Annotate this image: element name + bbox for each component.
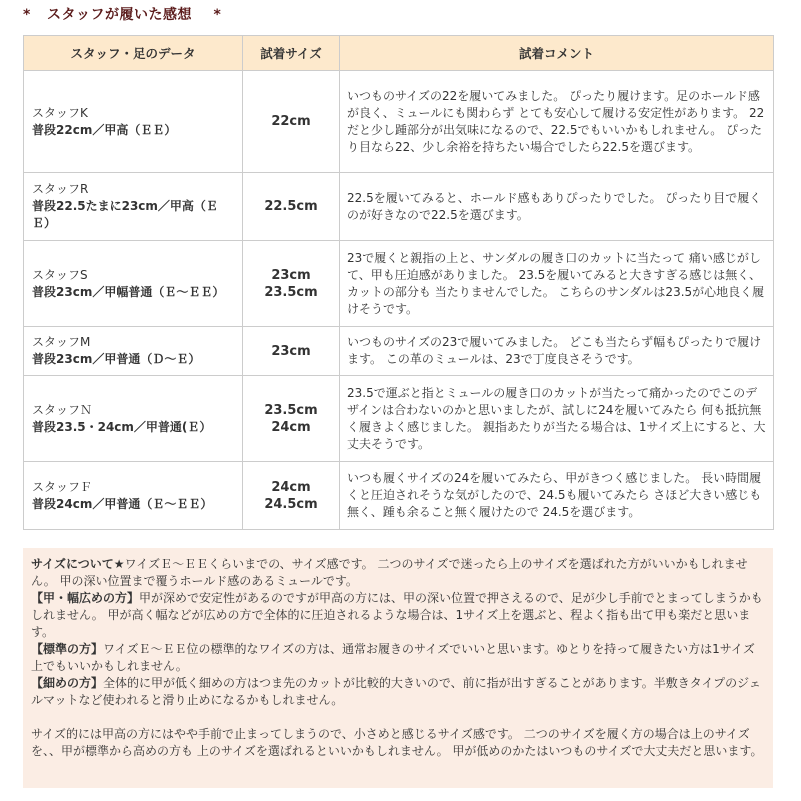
staff-name: スタッフＮ — [32, 402, 93, 417]
note-wide — [31, 590, 765, 641]
table-row — [24, 241, 774, 327]
comment-cell: 23.5で運ぶと指とミュールの履き口のカットが当たって痛かったのでこのデザインは合わないのかと思いましたが、試しに24を履いてみたら 何も抵抗無く履きよく感じました。 親指あたりが当たる場合は、1サイズ上にすると、大丈夫そうです。 — [340, 376, 774, 462]
size-notes-box — [23, 548, 773, 788]
size-value: 23cm — [271, 343, 311, 359]
staff-foot-data: 普段24cm／甲普通（Ｅ～ＥＥ） — [32, 496, 213, 511]
table-row — [24, 173, 774, 241]
header-staff-data: スタッフ・足のデータ — [24, 36, 243, 71]
table-row — [24, 71, 774, 173]
staff-foot-data: 普段22cm／甲高（ＥＥ） — [32, 122, 177, 137]
staff-foot-data: 普段23cm／甲幅普通（Ｅ～ＥＥ） — [32, 284, 225, 299]
note-summary: サイズ的には甲高の方にはやや手前で止まってしまうので、小さめと感じるサイズ感です。 二つのサイズを履く方の場合は上のサイズを、、甲が標準から高めの方も 上のサイズを選ばれるといいかもしれません。 甲が低めのかたはいつものサイズで大丈夫だと思います。 — [31, 727, 763, 758]
staff-name: スタッフM — [32, 335, 91, 349]
size-value: 24.5cm — [264, 496, 318, 512]
staff-name: スタッフK — [32, 105, 88, 120]
staff-name: スタッフR — [32, 182, 89, 196]
size-value: 22.5cm — [264, 199, 318, 214]
staff-cell — [24, 71, 243, 173]
staff-foot-data: 普段23.5・24cm／甲普通(Ｅ） — [32, 419, 212, 434]
note-narrow — [31, 675, 765, 709]
size-cell — [243, 173, 340, 241]
table-row — [24, 462, 774, 530]
table-row — [24, 327, 774, 376]
size-value: 24cm — [271, 479, 311, 495]
staff-cell — [24, 241, 243, 327]
comment-cell: いつも履くサイズの24を履いてみたら、甲がきつく感じました。 長い時間履くと圧迫されそうな気がしたので、24.5も履いてみたら さほど大きい感じも無く、踵も余ること無く履けたので 24.5を選びます。 — [340, 462, 774, 530]
staff-name: スタッフＦ — [32, 479, 93, 494]
note-text: ワイズＥ～ＥＥくらいまでの、サイズ感です。 二つのサイズで迷ったら上のサイズを選ばれた方がいいかもしれません。 甲の深い位置まで覆うホールド感のあるミュールです。 — [31, 557, 748, 588]
size-value: 24cm — [271, 419, 311, 435]
fitting-table — [23, 35, 774, 530]
staff-foot-data: 普段22.5たまに23cm／甲高（ＥＥ） — [32, 199, 218, 230]
comment-cell: いつものサイズの22を履いてみました。 ぴったり履けます。足のホールド感が良く、ミュールにも関わらず とても安心して履ける安定性があります。 22だと少し踵部分が出気味になるので、22.5でもいいかもしれません。 ぴったり目なら22、少し余裕を持ちたい場合でしたら22.5を選びます。 — [340, 71, 774, 173]
staff-cell — [24, 462, 243, 530]
header-fit-size: 試着サイズ — [243, 36, 340, 71]
staff-cell — [24, 376, 243, 462]
spacer — [31, 709, 765, 726]
note-text: 甲が深めで安定性があるのですが甲高の方には、甲の深い位置で押さえるので、足が少し手前でとまってしまうかもしれません。 甲が高く幅などが広めの方で全体的に圧迫されるような場合は、1サイズ上を選ぶと、程よく指も出て甲も楽だと思います。 — [31, 591, 763, 639]
size-cell — [243, 327, 340, 376]
note-heading: 【甲・幅広めの方】 — [31, 591, 140, 605]
note-text: 全体的に甲が低く細めの方はつま先のカットが比較的大きいので、前に指が出すぎることがあります。半敷きタイプのジェルマットなど使われると滑り止めになるかもしれません。 — [31, 676, 761, 707]
comment-cell: 23で履くと親指の上と、サンダルの履き口のカットに当たって 痛い感じがして、甲も圧迫感がありました。 23.5を履いてみると大きすぎる感じは無く、カットの部分も 当たりませんでした。 こちらのサンダルは23.5が心地良く履けそうです。 — [340, 241, 774, 327]
section-title — [23, 4, 221, 24]
staff-cell — [24, 327, 243, 376]
size-cell — [243, 462, 340, 530]
size-value: 23.5cm — [264, 284, 318, 300]
size-value: 22cm — [271, 114, 311, 129]
note-heading: 【標準の方】 — [31, 642, 104, 656]
section-title-text: スタッフが履いた感想 — [46, 7, 192, 23]
table-header-row — [24, 36, 774, 71]
note-heading: サイズについて★ — [31, 557, 125, 571]
asterisk-left: * — [23, 7, 31, 23]
size-cell — [243, 241, 340, 327]
staff-cell — [24, 173, 243, 241]
note-size-about — [31, 556, 765, 590]
asterisk-right: * — [213, 7, 222, 23]
size-cell — [243, 71, 340, 173]
note-text: ワイズＥ～ＥＥ位の標準的なワイズの方は、通常お履きのサイズでいいと思います。ゆとりを持って履きたい方は1サイズ上でもいいかもしれません。 — [31, 642, 755, 673]
note-heading: 【細めの方】 — [31, 676, 104, 690]
size-cell — [243, 376, 340, 462]
table-row — [24, 376, 774, 462]
staff-name: スタッフS — [32, 267, 88, 282]
staff-foot-data: 普段23cm／甲普通（Ｄ～Ｅ） — [32, 352, 201, 366]
comment-cell: 22.5を履いてみると、ホールド感もありぴったりでした。 ぴったり目で履くのが好きなので22.5を選びます。 — [340, 173, 774, 241]
header-fit-comment: 試着コメント — [340, 36, 774, 71]
size-value: 23cm — [271, 267, 311, 283]
size-value: 23.5cm — [264, 402, 318, 418]
comment-cell: いつものサイズの23で履いてみました。 どこも当たらず幅もぴったりで履けます。 この革のミュールは、23で丁度良さそうです。 — [340, 327, 774, 376]
note-standard — [31, 641, 765, 675]
